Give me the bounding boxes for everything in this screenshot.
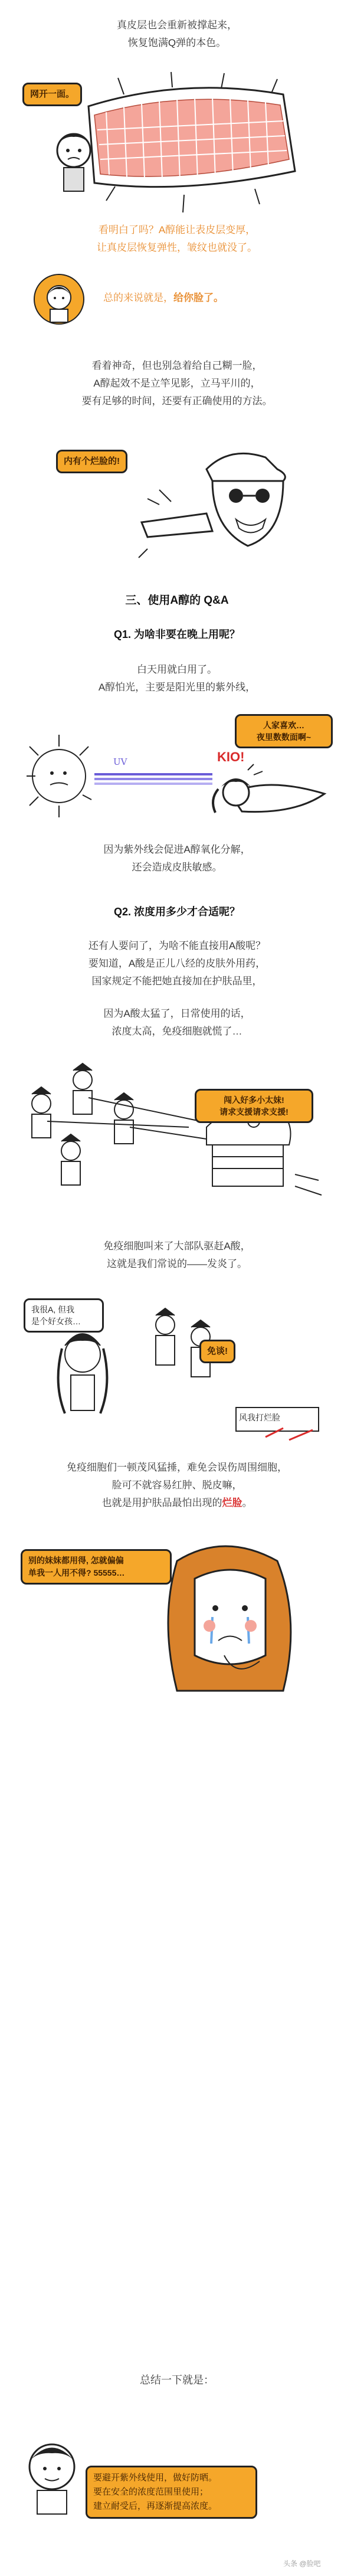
bubble-good-girl-line-1: 我很A, 但我: [31, 1305, 75, 1314]
illustration-crying-girl: [153, 1537, 307, 1703]
q2-line-5: 浓度太高，免疫细胞就慌了…: [112, 1026, 242, 1037]
summary-prefix: 总的来说就是，: [103, 292, 173, 303]
summary-line: [103, 289, 224, 307]
avatar: [32, 273, 86, 326]
final-line-3: 建立耐受后，再逐渐提高浓度。: [93, 2501, 218, 2511]
question-2: Q2. 浓度用多少才合适呢？: [113, 906, 240, 918]
final-title: 总结一下就是：: [140, 2374, 214, 2386]
q2-line-2: 要知道，A酸是正儿八经的皮肤外用药，: [88, 958, 266, 969]
q2-line-4: 因为A酸太猛了，日常使用的话，: [103, 1008, 251, 1019]
damage-line-3-suffix: 。: [242, 1497, 253, 1508]
q1-reason-line-1: 因为紫外线会促进A醇氧化分解，: [103, 844, 251, 855]
bubble-support-line-2: 请求支援请求支援!: [219, 1107, 289, 1117]
speech-bubble-good-girl: [24, 1298, 104, 1333]
bubble-sister-line-1: 别的妹妹都用得, 怎就偏偏: [28, 1556, 124, 1565]
inflammation-line-2: 这就是我们常说的——发炎了。: [107, 1258, 247, 1269]
q2-line-3: 国家规定不能把她直接加在护肤品里，: [91, 976, 263, 987]
damage-line-2: 脸可不就容易红肿、脱皮嘛，: [112, 1480, 242, 1491]
intro-line-2: 恢复饱满Q弹的本色。: [127, 37, 227, 48]
bubble-support-line-1: 闯入好多小太妹!: [224, 1095, 284, 1105]
kio-label: KIO!: [217, 749, 245, 764]
sign-text: 风我打烂脸: [239, 1413, 280, 1422]
damage-line-3-prefix: 也就是用护肤品最怕出现的: [101, 1497, 222, 1508]
section-title: 三、使用A醇的 Q&A: [125, 594, 229, 607]
bubble-sister-line-2: 单我一人用不得? 55555…: [28, 1568, 125, 1577]
speech-bubble-no-talk: 免谈!: [199, 1340, 235, 1363]
final-avatar: [17, 2434, 87, 2517]
final-line-1: 要避开紫外线使用，做好防晒。: [93, 2473, 218, 2483]
caution-line-3: 要有足够的时间，还要有正确使用的方法。: [81, 395, 273, 407]
final-summary-bubble: [86, 2466, 257, 2519]
damage-line-1: 免疫细胞们一顿茂风猛捶，难免会误伤周围细胞，: [67, 1462, 287, 1473]
explain-line-1: 看明白了吗？A醇能让表皮层变厚，: [98, 224, 256, 235]
final-line-2: 要在安全的浓度范围里使用；: [93, 2487, 209, 2497]
damage-highlight: 烂脸: [222, 1497, 242, 1508]
uv-label: UV: [113, 757, 127, 767]
q1-line-2: A醇怕光，主要是阳光里的紫外线，: [98, 682, 256, 693]
speech-bubble-open: 网开一面。: [22, 83, 82, 106]
explain-line-2: 让真皮层恢复弹性，皱纹也就没了。: [97, 242, 257, 253]
question-1: Q1. 为啥非要在晚上用呢？: [113, 629, 240, 640]
summary-highlight: 给你脸了。: [173, 292, 224, 303]
inflammation-line-1: 免疫细胞叫来了大部队驱赶A酸，: [103, 1240, 251, 1252]
illustration-immune-army: [12, 1056, 342, 1210]
q2-line-1: 还有人要问了，为啥不能直接用A酸呢？: [88, 940, 266, 951]
bubble-night-line-1: 人家喜欢…: [263, 721, 304, 730]
illustration-pointing-man: [136, 434, 313, 569]
damage-line-3: [0, 1494, 354, 1512]
speech-bubble-sister: [21, 1549, 172, 1585]
q1-reason-line-2: 还会造成皮肤敏感。: [132, 862, 222, 873]
bubble-night-line-2: 夜里数数面啊~: [256, 732, 312, 742]
speech-bubble-night: [235, 714, 333, 748]
speech-bubble-tricks: 内有个烂脸的!: [56, 450, 127, 473]
q1-line-1: 白天用就白用了。: [137, 664, 217, 675]
speech-bubble-support: [195, 1089, 313, 1123]
caution-line-1: 看着神奇，但也别急着给自己糊一脸，: [91, 360, 263, 371]
bubble-good-girl-line-2: 是个好女孩…: [31, 1317, 81, 1326]
caution-line-2: A醇起效不是立竿见影，立马平川的，: [93, 378, 261, 389]
watermark: 头条 @脸吧: [283, 2559, 321, 2568]
intro-line-1: 真皮层也会重新被撑起来，: [117, 19, 237, 31]
